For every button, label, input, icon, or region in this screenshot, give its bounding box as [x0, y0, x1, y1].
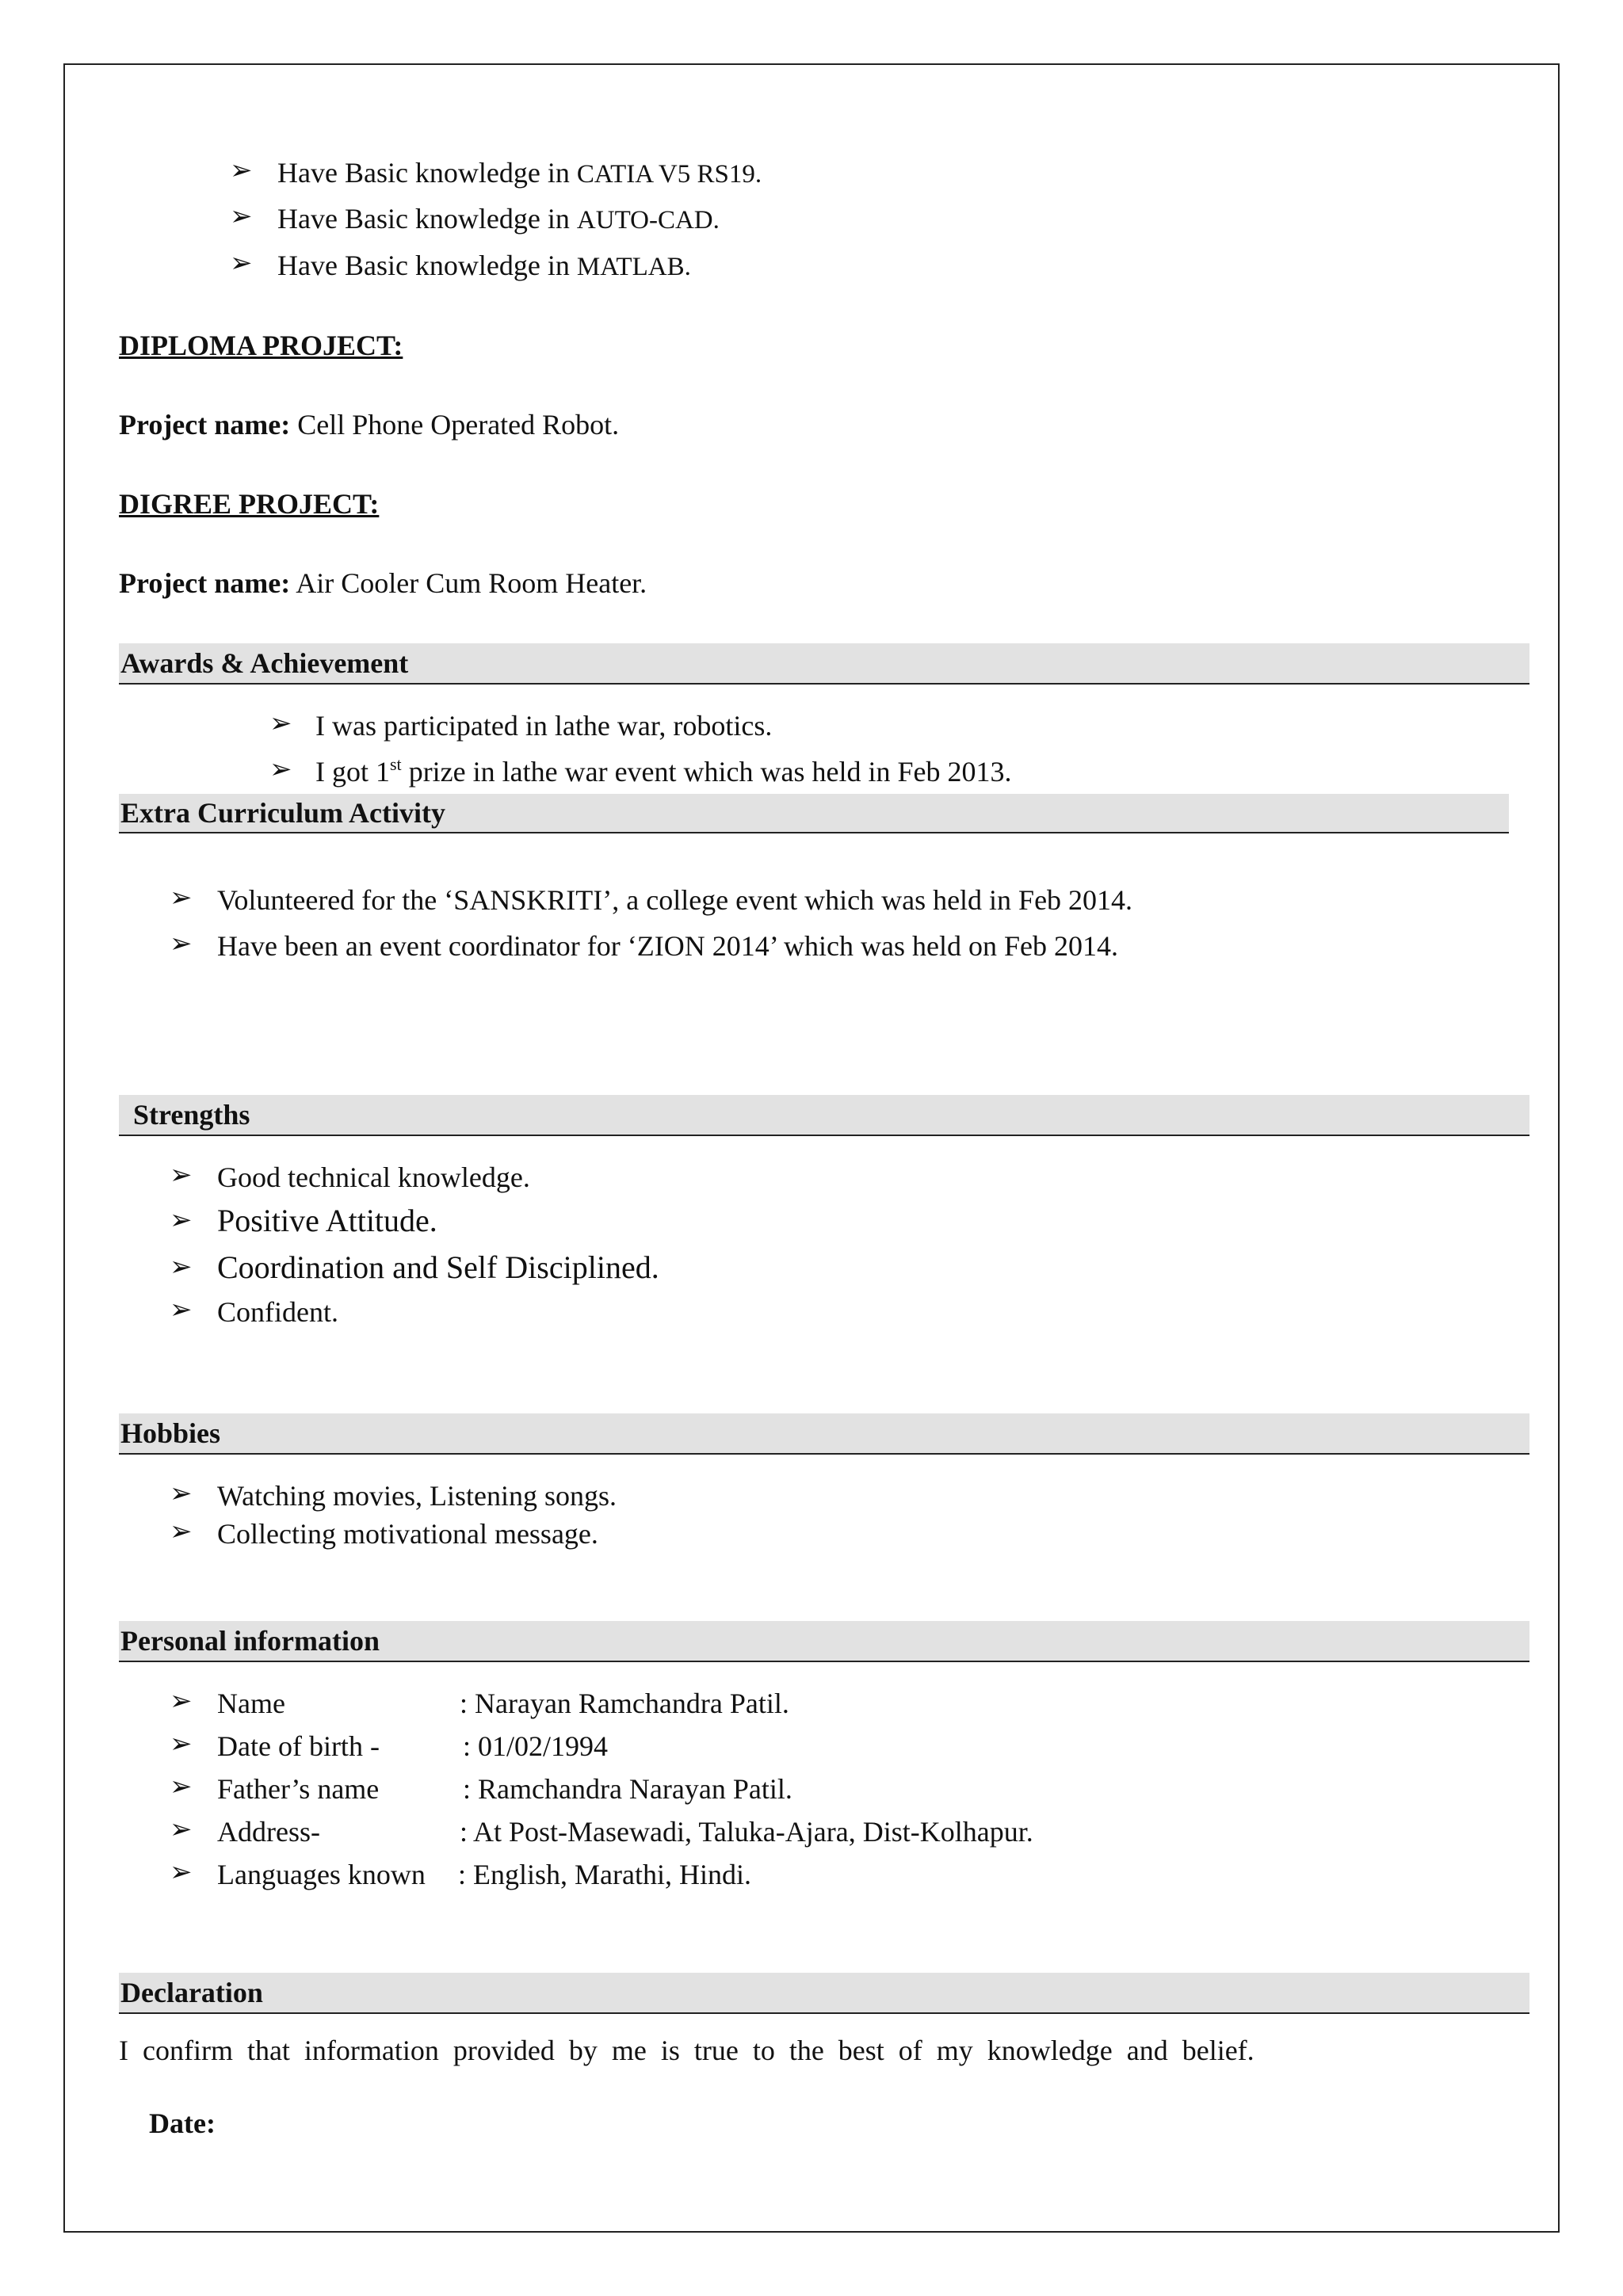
- strength-item: Positive Attitude.: [217, 1203, 437, 1238]
- bullet-icon: ➢: [230, 202, 253, 231]
- skill-item: Have Basic knowledge in AUTO-CAD.: [277, 203, 720, 235]
- diploma-heading: DIPLOMA PROJECT:: [119, 330, 403, 361]
- personal-value: : Narayan Ramchandra Patil.: [460, 1688, 789, 1719]
- strength-item: Confident.: [217, 1296, 338, 1328]
- personal-label: Date of birth -: [217, 1730, 380, 1762]
- personal-label: Father’s name: [217, 1773, 380, 1805]
- skill-item: Have Basic knowledge in MATLAB.: [277, 250, 691, 281]
- personal-label: Languages known: [217, 1859, 426, 1890]
- page-border: [63, 63, 1560, 2233]
- strength-item: Good technical knowledge.: [217, 1161, 530, 1193]
- personal-value: : English, Marathi, Hindi.: [458, 1859, 751, 1890]
- bullet-icon: ➢: [170, 1815, 193, 1844]
- bullet-icon: ➢: [170, 1479, 193, 1508]
- bullet-icon: ➢: [170, 929, 193, 959]
- strengths-band: [119, 1095, 1529, 1136]
- hobby-item: Collecting motivational message.: [217, 1518, 598, 1550]
- personal-label: Name: [217, 1688, 285, 1719]
- degree-heading: DIGREE PROJECT:: [119, 488, 380, 520]
- diploma-project-name: Project name: Cell Phone Operated Robot.: [119, 409, 620, 441]
- declaration-text: I confirm that information provided by me is true to the best of my knowledge and belief.: [119, 2035, 1254, 2066]
- degree-project-name: Project name: Air Cooler Cum Room Heater.: [119, 567, 647, 599]
- bullet-icon: ➢: [269, 755, 292, 784]
- skill-item: Have Basic knowledge in CATIA V5 RS19.: [277, 157, 762, 189]
- bullet-icon: ➢: [170, 1253, 193, 1282]
- extra-item: Volunteered for the ‘SANSKRITI’, a college event which was held in Feb 2014.: [217, 884, 1133, 916]
- strength-item: Coordination and Self Disciplined.: [217, 1249, 659, 1285]
- strengths-title: Strengths: [133, 1099, 250, 1131]
- bullet-icon: ➢: [269, 709, 292, 738]
- bullet-icon: ➢: [170, 1772, 193, 1802]
- hobbies-band: [119, 1413, 1529, 1455]
- bullet-icon: ➢: [170, 1730, 193, 1759]
- bullet-icon: ➢: [170, 1206, 193, 1235]
- bullet-icon: ➢: [170, 1517, 193, 1547]
- bullet-icon: ➢: [230, 249, 253, 278]
- personal-value: : At Post-Masewadi, Taluka-Ajara, Dist-Kolhapur.: [460, 1816, 1033, 1848]
- bullet-icon: ➢: [170, 1687, 193, 1716]
- declaration-title: Declaration: [120, 1977, 263, 2008]
- personal-label: Address-: [217, 1816, 320, 1848]
- bullet-icon: ➢: [170, 1295, 193, 1325]
- personal-value: : 01/02/1994: [463, 1730, 609, 1762]
- awards-title: Awards & Achievement: [120, 647, 409, 679]
- award-item: I got 1st prize in lathe war event which was held in Feb 2013.: [315, 754, 1012, 788]
- bullet-icon: ➢: [170, 883, 193, 913]
- personal-title: Personal information: [120, 1625, 380, 1657]
- hobbies-title: Hobbies: [120, 1417, 221, 1449]
- date-label: Date:: [149, 2107, 216, 2139]
- award-item: I was participated in lathe war, robotics.: [315, 710, 773, 742]
- bullet-icon: ➢: [170, 1858, 193, 1887]
- bullet-icon: ➢: [170, 1161, 193, 1190]
- bullet-icon: ➢: [230, 156, 253, 185]
- hobby-item: Watching movies, Listening songs.: [217, 1480, 617, 1512]
- extra-title: Extra Curriculum Activity: [120, 797, 445, 829]
- declaration-band: [119, 1973, 1529, 2014]
- extra-item: Have been an event coordinator for ‘ZION 2014’ which was held on Feb 2014.: [217, 930, 1118, 962]
- personal-value: : Ramchandra Narayan Patil.: [463, 1773, 792, 1805]
